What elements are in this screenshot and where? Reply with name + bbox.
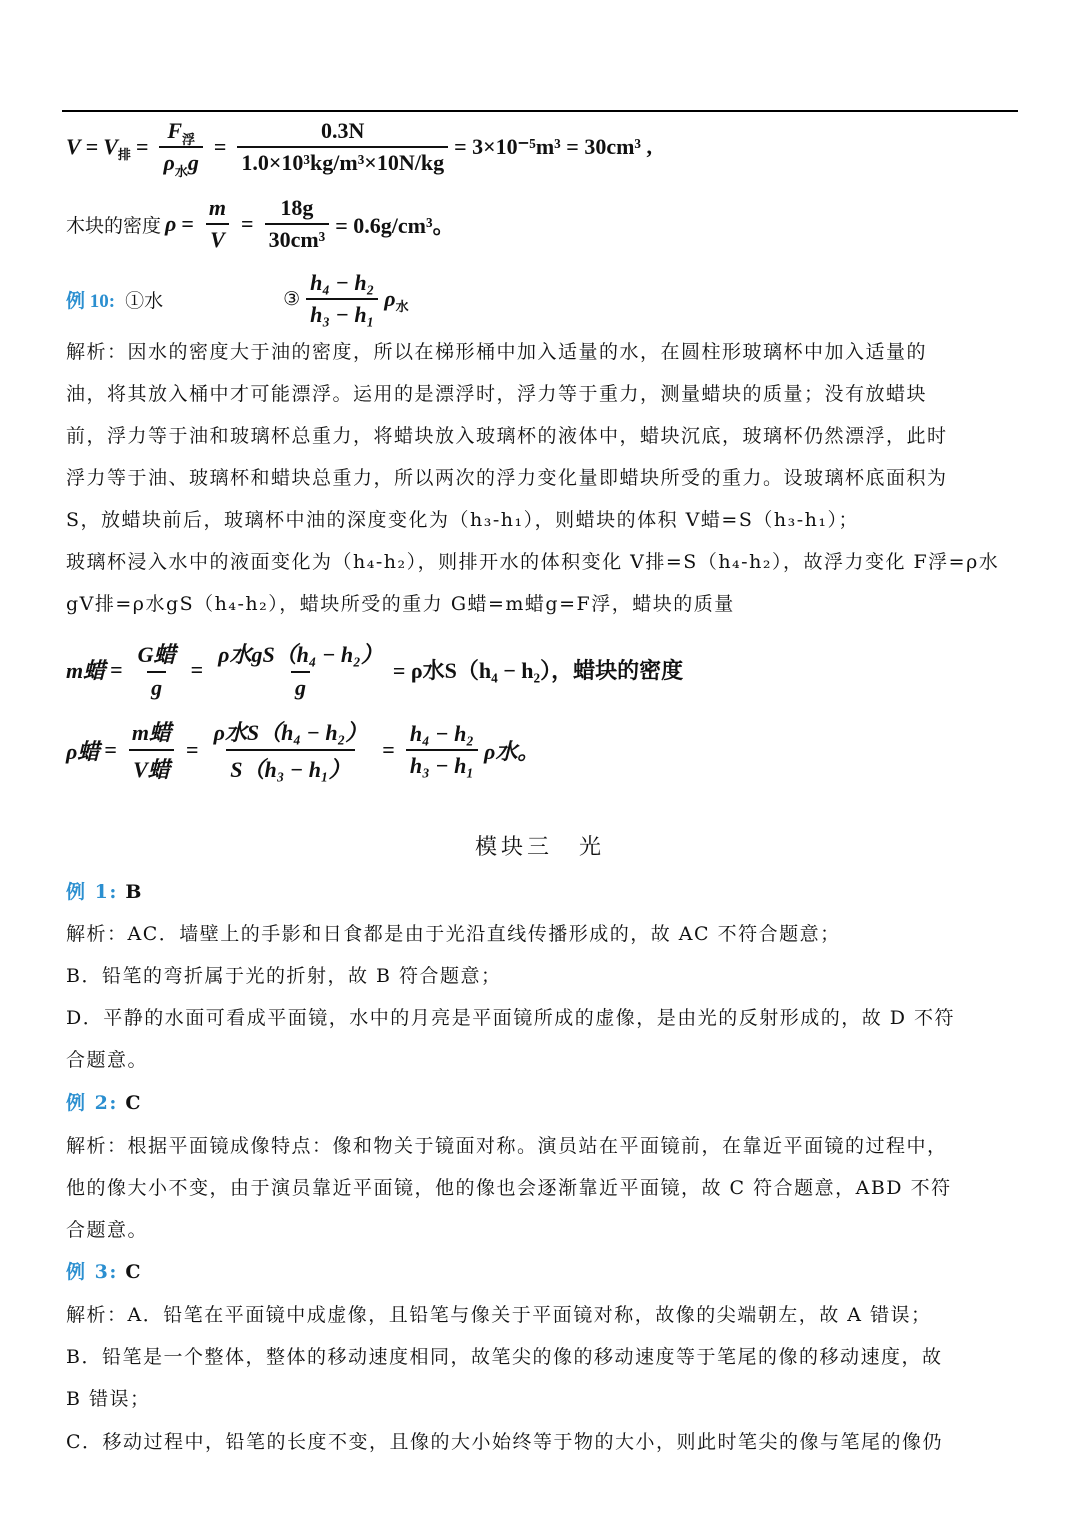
eq1-equals: = (85, 134, 99, 159)
ex10-answer-1: ①水 (125, 289, 164, 312)
eq4-fraction-2 (210, 716, 372, 784)
eq2-rho: ρ (165, 211, 177, 236)
eq3-f2-num: ρ水gS（h₄ − h₂） (218, 642, 383, 667)
eq1-rho-sub: 水 (174, 164, 188, 179)
ex2-answer: C (125, 1092, 143, 1114)
ex3-line-4: C．移动过程中，铅笔的长度不变，且像的大小始终等于物的大小，则此时笔尖的像与笔尾的像仍 (66, 1431, 944, 1453)
analysis-line-6: 玻璃杯浸入水中的液面变化为（h₄-h₂），则排开水的体积变化 V排=S（h₄-h₂），故浮力变化 F浮=ρ水 (66, 551, 1000, 573)
example-2-header (66, 1089, 142, 1117)
analysis-line-1: 解析：因水的密度大于油的密度，所以在梯形桶中加入适量的水，在圆柱形玻璃杯中加入适量的 (66, 341, 928, 363)
eq1-f2-num: 0.3N (321, 118, 365, 143)
analysis-line-4: 浮力等于油、玻璃杯和蜡块总重力，所以两次的浮力变化量即蜡块所受的重力。设玻璃杯底面积为 (66, 467, 948, 489)
ex10-label: 例 10: (66, 290, 116, 312)
eq4-f2-num: ρ水S（h₄ − h₂） (213, 720, 368, 745)
eq3-equals-2: = (190, 656, 204, 682)
eq2-equals: = (181, 211, 194, 236)
ex2-label: 例 2: (66, 1092, 118, 1114)
analysis-line-7: gV排=ρ水gS（h₄-h₂），蜡块所受的重力 G蜡=m蜡g=F浮，蜡块的质量 (66, 593, 735, 615)
eq1-f: F (167, 118, 182, 143)
ex10-answer-3: ③ (283, 288, 301, 310)
eq4-f1-den: V蜡 (129, 749, 174, 784)
eq4-lhs: ρ蜡 (66, 738, 100, 764)
eq4-equals: = (104, 737, 117, 762)
ex10-fraction (306, 270, 378, 328)
eq1-rho: ρ (163, 150, 175, 175)
eq2-m: m (208, 195, 227, 220)
top-rule (62, 110, 1018, 112)
eq2-equals-2: = (241, 211, 254, 236)
ex1-line-1: 解析：AC．墙壁上的手影和日食都是由于光沿直线传播形成的，故 AC 不符合题意； (66, 923, 841, 945)
ex3-line-1: 解析：A．铅笔在平面镜中成虚像，且铅笔与像关于平面镜对称，故像的尖端朝左，故 A 错误； (66, 1304, 932, 1326)
ex10-den: h₃ − h₁ (306, 298, 378, 328)
eq3-lhs: m蜡 (66, 658, 106, 683)
ex2-line-1: 解析：根据平面镜成像特点：像和物关于镜面对称。演员站在平面镜前，在靠近平面镜的过程中， (66, 1135, 948, 1157)
eq1-g: g (187, 150, 199, 175)
ex1-answer: B (125, 881, 143, 903)
eq1-pai: 排 (117, 146, 131, 162)
ex3-label: 例 3: (66, 1261, 118, 1283)
eq4-f3-num: h₄ − h₂ (409, 721, 474, 746)
eq2-f2-den: 30cm³ (265, 223, 330, 253)
wax-density-equation (66, 716, 539, 784)
ex1-line-2: B．铅笔的弯折属于光的折射，故 B 符合题意； (66, 965, 502, 987)
ex2-line-3: 合题意。 (66, 1219, 149, 1241)
ex3-answer: C (125, 1261, 143, 1283)
ex3-line-3: B 错误； (66, 1388, 151, 1410)
eq3-rhs: = ρ水S（h₄ − h₂），蜡块的密度 (392, 658, 684, 683)
eq2-fraction-1 (205, 195, 230, 253)
eq1-f-sub: 浮 (182, 132, 196, 147)
eq3-fraction-2 (214, 638, 387, 701)
ex1-line-3: D．平静的水面可看成平面镜，水中的月亮是平面镜所成的虚像，是由光的反射形成的，故 D 不符 (66, 1007, 956, 1029)
eq2-fraction-2 (265, 195, 330, 253)
section-title: 模块三 光 (474, 835, 605, 860)
eq1-lhs: V (66, 134, 81, 159)
ex3-line-2: B．铅笔是一个整体，整体的移动速度相同，故笔尖的像的移动速度等于笔尾的像的移动速度，故 (66, 1346, 943, 1368)
eq2-result: = 0.6g/cm³。 (335, 212, 455, 238)
eq3-f1-num: G蜡 (137, 642, 176, 667)
mass-equation (66, 638, 683, 701)
ex10-num: h₄ − h₂ (310, 270, 375, 295)
eq4-fraction-1 (128, 716, 175, 784)
eq1-fraction-1 (159, 118, 202, 179)
ex1-line-4: 合题意。 (66, 1049, 149, 1071)
example-1-header (66, 878, 143, 906)
analysis-line-5: S，放蜡块前后，玻璃杯中油的深度变化为（h₃-h₁），则蜡块的体积 V蜡=S（h₃-h₁）； (66, 509, 859, 531)
eq1-f2-den: 1.0×10³kg/m³×10N/kg (237, 146, 448, 176)
eq1-v: V (103, 134, 118, 159)
analysis-line-2: 油，将其放入桶中才可能漂浮。运用的是漂浮时，浮力等于重力，测量蜡块的质量；没有放蜡块 (66, 383, 928, 405)
eq3-fraction-1 (134, 638, 180, 701)
eq1-equals-3: = (213, 134, 227, 159)
eq2-f2-num: 18g (280, 195, 314, 220)
ex2-line-2: 他的像大小不变，由于演员靠近平面镜，他的像也会逐渐靠近平面镜，故 C 符合题意，ABD 不符 (66, 1177, 952, 1199)
ex10-rho-sub: 水 (395, 298, 409, 314)
eq1-result: = 3×10⁻⁵m³ = 30cm³ , (454, 134, 653, 159)
eq4-tail: ρ水。 (483, 738, 540, 764)
eq1-fraction-2 (237, 118, 448, 176)
eq4-equals-2: = (186, 737, 199, 762)
eq1-equals-2: = (135, 134, 149, 159)
eq3-f1-den: g (147, 671, 166, 701)
ex10-rho: ρ (384, 286, 396, 311)
ex1-label: 例 1: (66, 881, 118, 903)
example-10 (66, 270, 409, 328)
eq4-equals-3: = (382, 737, 395, 762)
eq4-fraction-3 (406, 721, 478, 779)
density-equation (66, 195, 455, 253)
example-3-header (66, 1258, 142, 1286)
eq3-f2-den: g (291, 671, 310, 701)
eq4-f2-den: S（h₃ − h₁） (226, 749, 354, 784)
eq2-v: V (206, 223, 229, 253)
volume-equation (66, 118, 653, 179)
eq3-equals: = (110, 656, 123, 682)
analysis-line-3: 前，浮力等于油和玻璃杯总重力，将蜡块放入玻璃杯的液体中，蜡块沉底，玻璃杯仍然漂浮，此时 (66, 425, 948, 447)
eq4-f3-den: h₃ − h₁ (406, 749, 478, 779)
eq4-f1-num: m蜡 (131, 720, 172, 745)
eq2-prefix: 木块的密度 (66, 214, 162, 237)
